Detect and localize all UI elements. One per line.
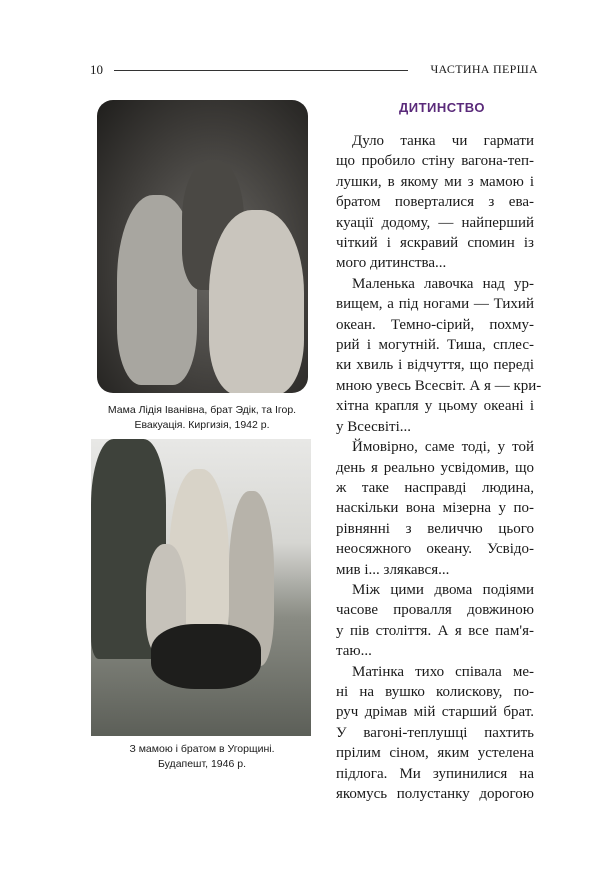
- text-line: рівнянні з величчю цього: [336, 520, 534, 537]
- text-line: що пробило стіну вагона-теп-: [336, 153, 534, 170]
- text-line: Маленька лавочка над ур-: [352, 275, 534, 292]
- text-line: ки хвиль і відчуття, що переді: [336, 357, 534, 374]
- text-line: мого дитинства...: [336, 255, 447, 272]
- part-title: ЧАСТИНА ПЕРША: [430, 62, 538, 76]
- text-line: руч дрімав мій старший брат.: [336, 704, 534, 721]
- text-line: у пів століття. А я все пам'я-: [336, 622, 534, 639]
- photo-budapest-1946: [91, 439, 311, 736]
- body-text: [336, 131, 542, 804]
- caption-line: Евакуація. Киргизія, 1942 р.: [134, 419, 270, 431]
- text-line: підлога. Ми зупинилися на: [336, 765, 534, 782]
- text-line: чіткий і яскравий спомин із: [336, 235, 534, 252]
- text-line: вищем, а під ногами — Тихий: [336, 296, 534, 313]
- text-line: У вагоні-теплушці пахтить: [336, 724, 534, 741]
- text-line: хітна крапля у цьому океані і: [336, 398, 534, 415]
- text-line: прілим сіном, яким устелена: [336, 745, 534, 762]
- text-line: мною увесь Всесвіт. А я — кри-: [336, 377, 542, 394]
- text-line: ні на вушко колискову, по-: [336, 683, 534, 700]
- text-line: океан. Темно-сірий, похму-: [336, 316, 534, 333]
- caption-line: Будапешт, 1946 р.: [158, 758, 246, 770]
- section-title: ДИТИНСТВО: [399, 100, 485, 115]
- text-line: братом поверталися з ева-: [336, 194, 534, 211]
- text-line: Між цими двома подіями: [352, 581, 534, 598]
- text-line: таю...: [336, 643, 372, 660]
- text-line: лушки, в якому ми з мамою і: [336, 173, 534, 190]
- figure-mother: [209, 210, 304, 393]
- text-line: у Всесвіті...: [336, 418, 412, 435]
- photo-family-1942: [97, 100, 308, 393]
- header-rule: [114, 70, 408, 71]
- text-line: ж таке насправді людина,: [336, 479, 534, 496]
- text-line: Дуло танка чи гармати: [352, 133, 534, 149]
- caption-line: З мамою і братом в Угорщині.: [129, 743, 275, 755]
- photo2-caption: [86, 742, 318, 772]
- text-line: Ймовірно, саме тоді, у той: [352, 439, 534, 456]
- text-line: рий і могутній. Тиша, сплес-: [336, 337, 534, 354]
- page-number: 10: [90, 62, 103, 77]
- text-line: часове провалля довжиною: [336, 602, 534, 619]
- photo1-caption: [86, 403, 318, 433]
- page-header: [90, 62, 538, 82]
- text-line: мив і... злякався...: [336, 561, 450, 578]
- text-line: день я реально усвідомив, що: [336, 459, 534, 476]
- text-line: наскільки вона мізерна у по-: [336, 500, 534, 517]
- dog: [151, 624, 261, 689]
- text-line: якомусь полустанку дорогою: [336, 786, 534, 802]
- text-line: куації додому, — найперший: [336, 214, 534, 231]
- text-line: неосяжного океану. Усвідо-: [336, 541, 534, 558]
- text-line: Матінка тихо співала ме-: [352, 663, 534, 680]
- caption-line: Мама Лідія Іванівна, брат Эдік, та Ігор.: [107, 404, 297, 416]
